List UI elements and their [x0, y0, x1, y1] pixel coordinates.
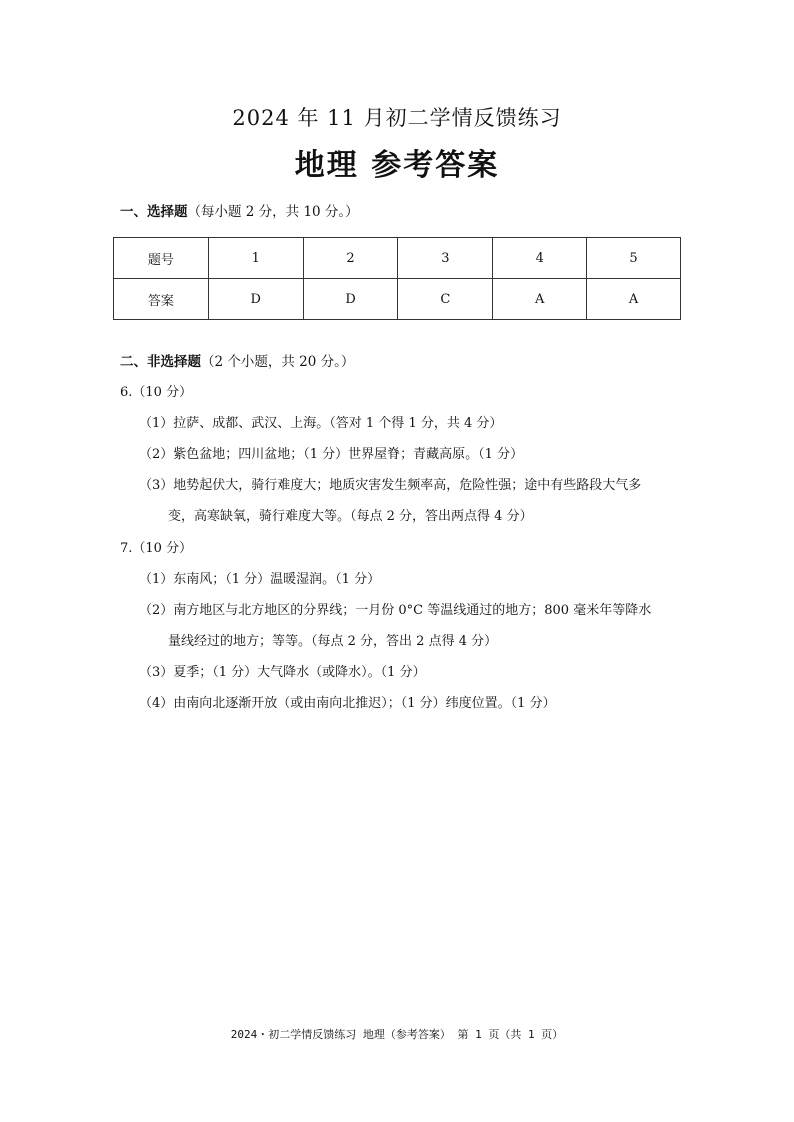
section-heading-choice — [120, 200, 359, 220]
answer-line: （4）由南向北逐渐开放（或由南向北推迟）；（1 分）纬度位置。（1 分） — [139, 696, 556, 711]
answer-line: 变，高寒缺氧，骑行难度大等。（每点 2 分，答出两点得 4 分） — [168, 509, 533, 524]
answer-line: （3）地势起伏大，骑行难度大；地质灾害发生频率高，危险性强；途中有些路段大气多 — [139, 478, 642, 493]
exam-title: 2024 年 11 月初二学情反馈练习 — [232, 106, 562, 130]
section-note: （每小题 2 分，共 10 分。） — [187, 204, 359, 220]
question-number: 2 — [303, 238, 398, 279]
section-heading-nonchoice — [120, 350, 354, 370]
question-number: 5 — [587, 238, 681, 279]
answer-line: （3）夏季；（1 分）大气降水（或降水）。（1 分） — [139, 665, 426, 680]
question-number: 3 — [398, 238, 493, 279]
question-7-label: 7.（10 分） — [120, 541, 193, 556]
answer-cell: A — [493, 279, 587, 320]
answer-line: （1）拉萨、成都、武汉、上海。（答对 1 个得 1 分，共 4 分） — [139, 416, 503, 431]
section-label: 二、非选择题 — [120, 354, 201, 370]
answer-cell: C — [398, 279, 493, 320]
answer-line: 量线经过的地方；等等。（每点 2 分，答出 2 点得 4 分） — [168, 634, 498, 649]
answer-cell: D — [303, 279, 398, 320]
answer-cell: D — [208, 279, 303, 320]
section-note: （2 个小题，共 20 分。） — [201, 354, 355, 370]
answer-line: （1）东南风；（1 分）温暖湿润。（1 分） — [139, 572, 381, 587]
answer-line: （2）南方地区与北方地区的分界线；一月份 0°C 等温线通过的地方；800 毫米年等降水 — [139, 603, 652, 618]
question-6-label: 6.（10 分） — [120, 385, 193, 400]
page-title: 地理 参考答案 — [294, 148, 500, 183]
table-row-label: 答案 — [114, 279, 209, 320]
question-number: 4 — [493, 238, 587, 279]
page-footer: 2024・初二学情反馈练习 地理（参考答案） 第 1 页（共 1 页） — [230, 1028, 564, 1041]
answer-cell: A — [587, 279, 681, 320]
table-row-answers — [114, 279, 681, 320]
table-row-label: 题号 — [114, 238, 209, 279]
answer-line: （2）紫色盆地；四川盆地；（1 分）世界屋脊；青藏高原。（1 分） — [139, 447, 524, 462]
question-number: 1 — [208, 238, 303, 279]
table-row-numbers — [114, 238, 681, 279]
section-label: 一、选择题 — [120, 204, 188, 220]
answer-table — [113, 237, 681, 320]
